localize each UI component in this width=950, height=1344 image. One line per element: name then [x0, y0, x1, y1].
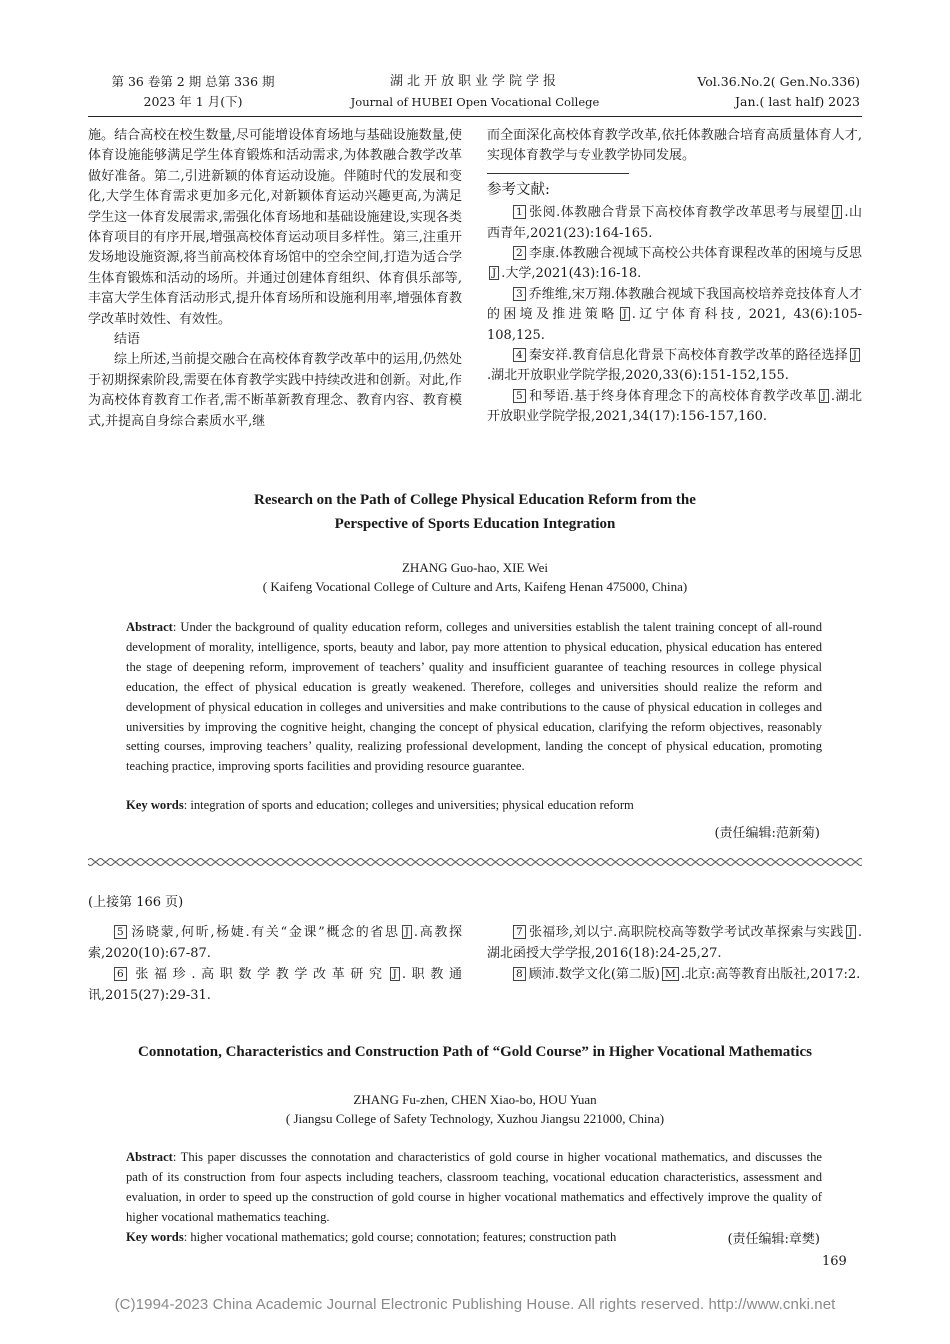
right-column	[487, 126, 862, 428]
article1-editor: (责任编辑:范新菊)	[714, 826, 820, 841]
reference-type: J	[390, 967, 400, 981]
article1-affiliation: ( Kaifeng Vocational College of Culture and Arts, Kaifeng Henan 475000, China)	[262, 579, 688, 594]
reference-item: 1 张阅.体教融合背景下高校体育教学改革思考与展望 J .山西青年,2021(23):164-165.	[487, 205, 862, 241]
abstract-label: Abstract	[126, 620, 173, 634]
journal-name-cn: 湖北开放职业学院学报	[389, 74, 560, 89]
reference-number: 4	[513, 348, 526, 362]
article2-affiliation: ( Jiangsu College of Safety Technology, Xuzhou Jiangsu 221000, China)	[285, 1111, 665, 1126]
reference-number: 2	[513, 246, 526, 260]
wavy-separator	[88, 856, 862, 868]
reference-number: 5	[513, 389, 526, 403]
article2-keywords	[126, 1228, 686, 1248]
keywords-label: Key words	[126, 798, 184, 812]
header-issue-info-en	[660, 72, 860, 112]
reference-item: 8 顾沛.数学文化(第二版) M .北京:高等教育出版社,2017:2.	[487, 964, 862, 985]
header-journal-name	[320, 72, 630, 112]
references-rule	[487, 173, 629, 174]
reference-number: 8	[513, 967, 526, 981]
reference-number: 5	[114, 925, 127, 939]
reference-number: 3	[513, 287, 526, 301]
article2-title: Connotation, Characteristics and Construction Path of “Gold Course” in Higher Vocational Mathematics	[138, 1044, 812, 1060]
page-number: 169	[822, 1254, 847, 1269]
reference-item: 6 张福珍.高职数学教学改革研究 J .职教通讯,2015(27):29-31.	[88, 967, 462, 1003]
article1-authors: ZHANG Guo-hao, XIE Wei	[401, 560, 548, 575]
reference-type: J	[832, 205, 842, 219]
conclusion-heading: 结语	[114, 332, 141, 348]
reference-number: 6	[114, 967, 127, 981]
header-rule	[88, 116, 862, 117]
reference-number: 7	[513, 925, 526, 939]
article2-abstract	[126, 1148, 822, 1228]
article1-abstract	[126, 618, 822, 777]
reference-type: J	[620, 307, 630, 321]
article2-authors: ZHANG Fu-zhen, CHEN Xiao-bo, HOU Yuan	[353, 1092, 597, 1107]
reference-item: 5 汤晓蒙,何昕,杨婕.有关“金课”概念的省思 J .高教探索,2020(10):67-87.	[88, 925, 462, 961]
header-date-en: Jan.( last half) 2023	[735, 94, 860, 109]
reference-number: 1	[513, 205, 526, 219]
body-paragraph: 而全面深化高校体育教学改革,依托体教融合培育高质量体育人才,实现体育教学与专业教学协同发展。	[487, 128, 862, 164]
continuation-note: (上接第 166 页)	[88, 895, 184, 910]
header-date: 2023 年 1 月(下)	[143, 94, 243, 109]
references-title: 参考文献:	[487, 181, 550, 198]
reference-type: J	[846, 925, 856, 939]
reference-type: J	[489, 266, 499, 280]
header-issue-info	[88, 72, 298, 112]
header-volume-en: Vol.36.No.2( Gen.No.336)	[697, 74, 860, 89]
left-column	[88, 126, 462, 432]
reference-type: M	[662, 967, 679, 981]
header-volume: 第 36 卷第 2 期 总第 336 期	[111, 74, 275, 89]
body-paragraph: 综上所述,当前提交融合在高校体育教学改革中的运用,仍然处于初期探索阶段,需要在体育教学实践中持续改进和创新。对此,作为高校体育教育工作者,需不断革新教育理念、教育内容、教育模式,并提高自身综合素质水平,继	[88, 352, 462, 429]
article1-keywords	[126, 796, 822, 816]
reference-list	[487, 203, 862, 427]
keywords-text: : integration of sports and education; colleges and universities; physical education reform	[183, 798, 634, 812]
abstract-text: : Under the background of quality education reform, colleges and universities establish the talent training concept of all-round development of morality, intelligence, sports, beauty and labor, pay more attention to physical education, physical education has entered the stage of deepening reform, improvement of teachers’ quality and insufficient guarantee of teaching resources in college physical education, the effect of physical education is greatly weakened. Therefore, colleges and universities should realize the reform and development of physical education in colleges and universities and make contributions to the cause of physical education in colleges and universities by improving the cognitive height, changing the concept of physical education, clarifying the reform objectives, reasonably setting courses, improving teachers’ quality, realizing professional development, landing the concept of physical education, promoting teaching practice, improving sports facilities and providing resource guarantee.	[126, 620, 822, 774]
journal-name-en: Journal of HUBEI Open Vocational College	[350, 95, 600, 109]
continuation-left-refs	[88, 922, 462, 1006]
reference-item: 3 乔维维,宋万翔.体教融合视域下我国高校培养竞技体育人才的困境及推进策略 J .辽宁体育科技, 2021, 43(6):105-108,125.	[487, 286, 862, 343]
copyright-footer: (C)1994-2023 China Academic Journal Electronic Publishing House. All rights reserved. http://www.cnki.net	[114, 1296, 836, 1313]
keywords-text: : higher vocational mathematics; gold course; connotation; features; construction path	[183, 1230, 617, 1244]
reference-item: 7 张福珍,刘以宁.高职院校高等数学考试改革探索与实践 J .湖北函授大学学报,2016(18):24-25,27.	[487, 925, 862, 961]
reference-item: 5 和琴语.基于终身体育理念下的高校体育教学改革 J .湖北开放职业学院学报,2021,34(17):156-157,160.	[487, 388, 862, 425]
reference-type: J	[850, 348, 860, 362]
abstract-label: Abstract	[126, 1150, 173, 1164]
reference-type: J	[819, 389, 829, 403]
article1-title: Research on the Path of College Physical Education Reform from the Perspective of Sports Education Integration	[254, 492, 696, 532]
keywords-label: Key words	[126, 1230, 184, 1244]
article2-editor: (责任编辑:章樊)	[727, 1232, 820, 1247]
continuation-right-refs	[487, 922, 862, 985]
reference-item: 2 李康.体教融合视域下高校公共体育课程改革的困境与反思J .大学,2021(43):16-18.	[487, 244, 862, 285]
reference-item: 4 秦安祥.教育信息化背景下高校体育教学改革的路径选择 J.湖北开放职业学院学报,2020,33(6):151-152,155.	[487, 346, 862, 387]
reference-type: J	[402, 925, 412, 939]
abstract-text: : This paper discusses the connotation and characteristics of gold course in higher vocational mathematics, and discusses the path of its construction from four aspects including teachers, classroom teaching, vocational education characteristics, assessment and evaluation, in order to speed up the construction of gold course in higher vocational mathematics and effectively improve the quality of higher vocational mathematics teaching.	[126, 1150, 822, 1224]
body-paragraph: 施。结合高校在校生数量,尽可能增设体育场地与基础设施数量,使体育设施能够满足学生体育锻炼和活动需求,为体教融合教学改革做好准备。第二,引进新颖的体育运动设施。伴随时代的发展和变化,大学生体育需求更加多元化,对新颖体育运动兴趣更高,为满足学生这一体育发展需求,需强化体育场地和基础设施建设,实现各类体育项目的有序开展,增强高校体育运动项目多样性。第三,注重开发场地设施资源,将当前高校体育场馆中的空余空间,打造为适合学生体育锻炼和活动的场所。并通过创建体育组织、体育俱乐部等,丰富大学生体育活动形式,提升体育场所和设施利用率,增强体育教学改革时效性、有效性。	[88, 128, 462, 327]
